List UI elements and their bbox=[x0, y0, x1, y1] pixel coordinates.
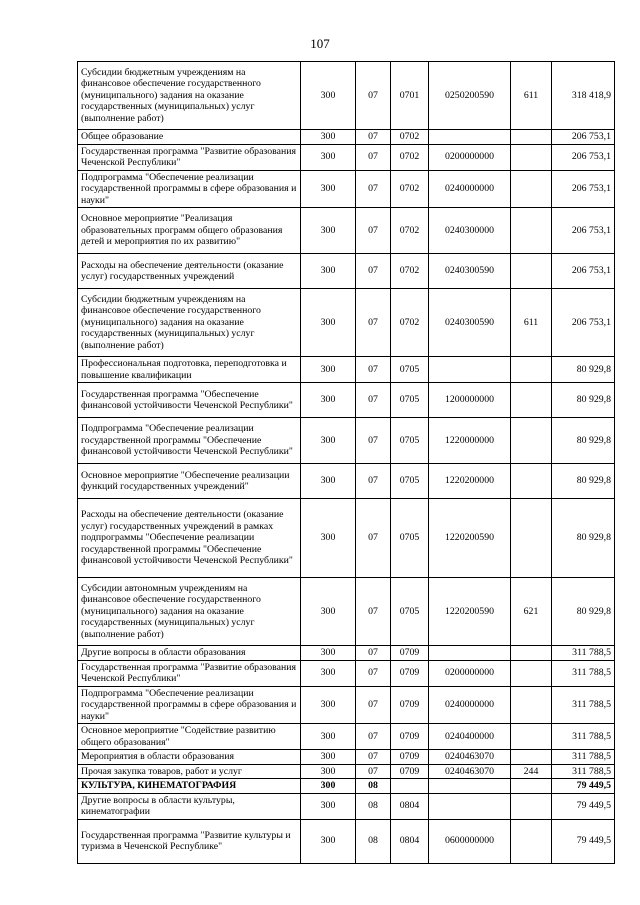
target-article-cell: 0240300000 bbox=[429, 208, 511, 254]
ministry-code-cell: 300 bbox=[301, 750, 356, 765]
subsection-code-cell: 0705 bbox=[391, 357, 429, 383]
subsection-code-cell: 0702 bbox=[391, 254, 429, 289]
expense-type-cell bbox=[511, 499, 552, 578]
ministry-code-cell: 300 bbox=[301, 660, 356, 686]
amount-cell: 79 449,5 bbox=[552, 779, 615, 794]
ministry-code-cell: 300 bbox=[301, 289, 356, 357]
expense-type-cell bbox=[511, 170, 552, 208]
table-row bbox=[78, 254, 615, 289]
ministry-code-cell: 300 bbox=[301, 418, 356, 464]
amount-cell: 79 449,5 bbox=[552, 819, 615, 863]
section-code-cell: 07 bbox=[356, 383, 391, 418]
expense-type-cell bbox=[511, 724, 552, 750]
target-article-cell: 0240400000 bbox=[429, 724, 511, 750]
table-row bbox=[78, 819, 615, 863]
amount-cell: 206 753,1 bbox=[552, 170, 615, 208]
target-article-cell: 0240463070 bbox=[429, 764, 511, 779]
amount-cell: 80 929,8 bbox=[552, 357, 615, 383]
table-row bbox=[78, 208, 615, 254]
subsection-code-cell: 0709 bbox=[391, 660, 429, 686]
section-code-cell: 08 bbox=[356, 793, 391, 819]
expense-type-cell bbox=[511, 660, 552, 686]
target-article-cell: 0250200590 bbox=[429, 62, 511, 130]
target-article-cell: 1220200590 bbox=[429, 578, 511, 646]
table-row bbox=[78, 646, 615, 661]
section-code-cell: 07 bbox=[356, 660, 391, 686]
expense-type-cell bbox=[511, 383, 552, 418]
subsection-code-cell: 0702 bbox=[391, 208, 429, 254]
table-row bbox=[78, 499, 615, 578]
ministry-code-cell: 300 bbox=[301, 686, 356, 724]
ministry-code-cell: 300 bbox=[301, 764, 356, 779]
row-name-cell: Субсидии автономным учреждениям на финансовое обеспечение государственного (муниципального) задания на оказание государственных (муниципальных) услуг (выполнение работ) bbox=[78, 578, 301, 646]
amount-cell: 311 788,5 bbox=[552, 750, 615, 765]
table-row bbox=[78, 578, 615, 646]
expense-type-cell: 611 bbox=[511, 289, 552, 357]
ministry-code-cell: 300 bbox=[301, 499, 356, 578]
subsection-code-cell: 0702 bbox=[391, 170, 429, 208]
target-article-cell: 0240000000 bbox=[429, 686, 511, 724]
subsection-code-cell: 0705 bbox=[391, 499, 429, 578]
row-name-cell: Государственная программа "Развитие образования Чеченской Республики" bbox=[78, 144, 301, 170]
section-code-cell: 07 bbox=[356, 499, 391, 578]
subsection-code-cell: 0709 bbox=[391, 750, 429, 765]
ministry-code-cell: 300 bbox=[301, 144, 356, 170]
row-name-cell: Подпрограмма "Обеспечение реализации государственной программы в сфере образования и науки" bbox=[78, 170, 301, 208]
section-code-cell: 07 bbox=[356, 208, 391, 254]
section-code-cell: 07 bbox=[356, 357, 391, 383]
section-code-cell: 07 bbox=[356, 254, 391, 289]
row-name-cell: Общее образование bbox=[78, 130, 301, 145]
row-name-cell: Другие вопросы в области культуры, кинематографии bbox=[78, 793, 301, 819]
expense-type-cell bbox=[511, 144, 552, 170]
subsection-code-cell: 0705 bbox=[391, 464, 429, 499]
target-article-cell: 1220200590 bbox=[429, 499, 511, 578]
ministry-code-cell: 300 bbox=[301, 208, 356, 254]
target-article-cell: 1200000000 bbox=[429, 383, 511, 418]
expense-type-cell bbox=[511, 686, 552, 724]
expense-type-cell bbox=[511, 357, 552, 383]
row-name-cell: Расходы на обеспечение деятельности (оказание услуг) государственных учреждений bbox=[78, 254, 301, 289]
subsection-code-cell: 0705 bbox=[391, 418, 429, 464]
row-name-cell: Расходы на обеспечение деятельности (оказание услуг) государственных учреждений в рамках подпрограммы "Обеспечение реализации государственной программы "Обеспечение финансовой устойчивости Чеченской Республики" bbox=[78, 499, 301, 578]
section-code-cell: 07 bbox=[356, 62, 391, 130]
section-code-cell: 08 bbox=[356, 819, 391, 863]
target-article-cell: 0200000000 bbox=[429, 144, 511, 170]
row-name-cell: Другие вопросы в области образования bbox=[78, 646, 301, 661]
row-name-cell: Субсидии бюджетным учреждениям на финансовое обеспечение государственного (муниципального) задания на оказание государственных (муниципальных) услуг (выполнение работ) bbox=[78, 289, 301, 357]
amount-cell: 206 753,1 bbox=[552, 144, 615, 170]
ministry-code-cell: 300 bbox=[301, 357, 356, 383]
amount-cell: 80 929,8 bbox=[552, 464, 615, 499]
section-code-cell: 07 bbox=[356, 170, 391, 208]
page-number: 107 bbox=[310, 36, 330, 51]
table-row bbox=[78, 383, 615, 418]
section-code-cell: 07 bbox=[356, 750, 391, 765]
ministry-code-cell: 300 bbox=[301, 646, 356, 661]
amount-cell: 311 788,5 bbox=[552, 646, 615, 661]
subsection-code-cell bbox=[391, 779, 429, 794]
target-article-cell: 1220000000 bbox=[429, 418, 511, 464]
target-article-cell bbox=[429, 779, 511, 794]
ministry-code-cell: 300 bbox=[301, 170, 356, 208]
ministry-code-cell: 300 bbox=[301, 793, 356, 819]
amount-cell: 311 788,5 bbox=[552, 724, 615, 750]
ministry-code-cell: 300 bbox=[301, 464, 356, 499]
ministry-code-cell: 300 bbox=[301, 779, 356, 794]
expense-type-cell bbox=[511, 418, 552, 464]
section-code-cell: 07 bbox=[356, 724, 391, 750]
amount-cell: 80 929,8 bbox=[552, 383, 615, 418]
subsection-code-cell: 0804 bbox=[391, 819, 429, 863]
ministry-code-cell: 300 bbox=[301, 383, 356, 418]
row-name-cell: Профессиональная подготовка, переподготовка и повышение квалификации bbox=[78, 357, 301, 383]
subsection-code-cell: 0709 bbox=[391, 686, 429, 724]
table-row bbox=[78, 779, 615, 794]
expense-type-cell: 244 bbox=[511, 764, 552, 779]
section-code-cell: 07 bbox=[356, 764, 391, 779]
subsection-code-cell: 0702 bbox=[391, 289, 429, 357]
table-row bbox=[78, 170, 615, 208]
subsection-code-cell: 0705 bbox=[391, 578, 429, 646]
subsection-code-cell: 0701 bbox=[391, 62, 429, 130]
target-article-cell: 0240300590 bbox=[429, 254, 511, 289]
amount-cell: 206 753,1 bbox=[552, 130, 615, 145]
table-row bbox=[78, 686, 615, 724]
subsection-code-cell: 0709 bbox=[391, 764, 429, 779]
table-row bbox=[78, 357, 615, 383]
target-article-cell: 0240000000 bbox=[429, 170, 511, 208]
target-article-cell bbox=[429, 130, 511, 145]
row-name-cell: КУЛЬТУРА, КИНЕМАТОГРАФИЯ bbox=[78, 779, 301, 794]
table-row bbox=[78, 764, 615, 779]
target-article-cell: 0240300590 bbox=[429, 289, 511, 357]
ministry-code-cell: 300 bbox=[301, 819, 356, 863]
expense-type-cell bbox=[511, 130, 552, 145]
expense-type-cell bbox=[511, 646, 552, 661]
target-article-cell: 0600000000 bbox=[429, 819, 511, 863]
section-code-cell: 07 bbox=[356, 418, 391, 464]
amount-cell: 206 753,1 bbox=[552, 208, 615, 254]
ministry-code-cell: 300 bbox=[301, 254, 356, 289]
section-code-cell: 07 bbox=[356, 646, 391, 661]
expense-type-cell bbox=[511, 254, 552, 289]
section-code-cell: 07 bbox=[356, 130, 391, 145]
table-row bbox=[78, 464, 615, 499]
amount-cell: 311 788,5 bbox=[552, 660, 615, 686]
amount-cell: 206 753,1 bbox=[552, 289, 615, 357]
amount-cell: 80 929,8 bbox=[552, 499, 615, 578]
amount-cell: 206 753,1 bbox=[552, 254, 615, 289]
row-name-cell: Субсидии бюджетным учреждениям на финансовое обеспечение государственного (муниципального) задания на оказание государственных (муниципальных) услуг (выполнение работ) bbox=[78, 62, 301, 130]
amount-cell: 80 929,8 bbox=[552, 578, 615, 646]
subsection-code-cell: 0804 bbox=[391, 793, 429, 819]
ministry-code-cell: 300 bbox=[301, 578, 356, 646]
target-article-cell bbox=[429, 646, 511, 661]
section-code-cell: 07 bbox=[356, 464, 391, 499]
table-row bbox=[78, 62, 615, 130]
target-article-cell: 1220200000 bbox=[429, 464, 511, 499]
expense-type-cell bbox=[511, 793, 552, 819]
table-row bbox=[78, 130, 615, 145]
subsection-code-cell: 0709 bbox=[391, 646, 429, 661]
ministry-code-cell: 300 bbox=[301, 62, 356, 130]
budget-table-body bbox=[78, 62, 615, 864]
ministry-code-cell: 300 bbox=[301, 130, 356, 145]
subsection-code-cell: 0702 bbox=[391, 130, 429, 145]
target-article-cell: 0200000000 bbox=[429, 660, 511, 686]
subsection-code-cell: 0705 bbox=[391, 383, 429, 418]
subsection-code-cell: 0709 bbox=[391, 724, 429, 750]
expense-type-cell bbox=[511, 750, 552, 765]
section-code-cell: 07 bbox=[356, 144, 391, 170]
table-row bbox=[78, 724, 615, 750]
table-row bbox=[78, 418, 615, 464]
budget-table bbox=[77, 61, 615, 864]
row-name-cell: Подпрограмма "Обеспечение реализации государственной программы в сфере образования и науки" bbox=[78, 686, 301, 724]
table-row bbox=[78, 660, 615, 686]
expense-type-cell: 621 bbox=[511, 578, 552, 646]
row-name-cell: Основное мероприятие "Обеспечение реализации функций государственных учреждений" bbox=[78, 464, 301, 499]
amount-cell: 318 418,9 bbox=[552, 62, 615, 130]
section-code-cell: 07 bbox=[356, 289, 391, 357]
expense-type-cell bbox=[511, 819, 552, 863]
table-row bbox=[78, 289, 615, 357]
amount-cell: 311 788,5 bbox=[552, 686, 615, 724]
expense-type-cell bbox=[511, 464, 552, 499]
section-code-cell: 08 bbox=[356, 779, 391, 794]
row-name-cell: Основное мероприятие "Реализация образовательных программ общего образования детей и мероприятия по их развитию" bbox=[78, 208, 301, 254]
row-name-cell: Государственная программа "Развитие образования Чеченской Республики" bbox=[78, 660, 301, 686]
expense-type-cell: 611 bbox=[511, 62, 552, 130]
subsection-code-cell: 0702 bbox=[391, 144, 429, 170]
table-row bbox=[78, 793, 615, 819]
section-code-cell: 07 bbox=[356, 578, 391, 646]
row-name-cell: Основное мероприятие "Содействие развитию общего образования" bbox=[78, 724, 301, 750]
table-row bbox=[78, 144, 615, 170]
amount-cell: 311 788,5 bbox=[552, 764, 615, 779]
target-article-cell bbox=[429, 793, 511, 819]
target-article-cell: 0240463070 bbox=[429, 750, 511, 765]
table-row bbox=[78, 750, 615, 765]
target-article-cell bbox=[429, 357, 511, 383]
row-name-cell: Мероприятия в области образования bbox=[78, 750, 301, 765]
amount-cell: 79 449,5 bbox=[552, 793, 615, 819]
row-name-cell: Прочая закупка товаров, работ и услуг bbox=[78, 764, 301, 779]
row-name-cell: Государственная программа "Развитие культуры и туризма в Чеченской Республике" bbox=[78, 819, 301, 863]
section-code-cell: 07 bbox=[356, 686, 391, 724]
expense-type-cell bbox=[511, 208, 552, 254]
ministry-code-cell: 300 bbox=[301, 724, 356, 750]
row-name-cell: Государственная программа "Обеспечение финансовой устойчивости Чеченской Республики" bbox=[78, 383, 301, 418]
row-name-cell: Подпрограмма "Обеспечение реализации государственной программы "Обеспечение финансовой устойчивости Чеченской Республики" bbox=[78, 418, 301, 464]
amount-cell: 80 929,8 bbox=[552, 418, 615, 464]
expense-type-cell bbox=[511, 779, 552, 794]
